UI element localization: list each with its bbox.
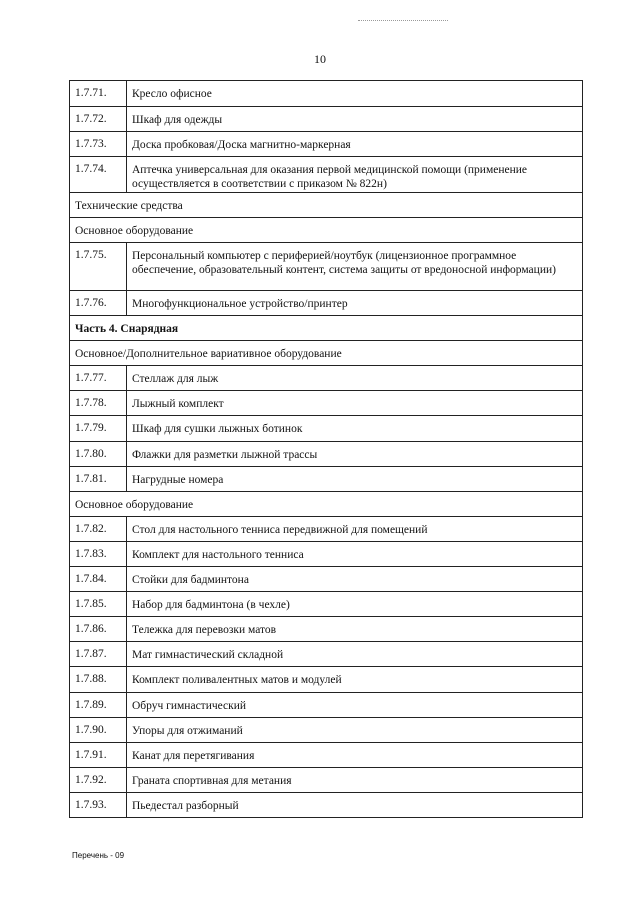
table-row (70, 243, 582, 291)
table-row (70, 718, 582, 743)
section-heading: Основное оборудование (75, 225, 194, 237)
table-row (70, 291, 582, 316)
row-description: Стеллаж для лыж (132, 373, 219, 385)
row-description: Доска пробковая/Доска магнитно-маркерная (132, 139, 351, 151)
page-number: 10 (314, 52, 326, 66)
row-description: Упоры для отжиманий (132, 725, 243, 737)
part-heading: Часть 4. Снарядная (75, 323, 179, 335)
table-row (70, 542, 582, 567)
table-row (70, 743, 582, 768)
row-number: 1.7.88. (70, 667, 127, 692)
row-number: 1.7.80. (70, 442, 127, 466)
row-description: Набор для бадминтона (в чехле) (132, 599, 290, 611)
row-number: 1.7.81. (70, 467, 127, 491)
table-row (70, 617, 582, 642)
row-number: 1.7.84. (70, 567, 127, 591)
section-heading: Основное/Дополнительное вариативное оборудование (75, 348, 342, 360)
row-description: Кресло офисное (132, 88, 212, 100)
row-number: 1.7.71. (70, 81, 127, 106)
equipment-table (69, 80, 583, 818)
row-number: 1.7.86. (70, 617, 127, 641)
section-heading-row (70, 492, 582, 517)
row-description: Стойки для бадминтона (132, 574, 249, 586)
row-description: Граната спортивная для метания (132, 775, 292, 787)
table-row (70, 517, 582, 542)
table-row (70, 442, 582, 467)
row-number: 1.7.75. (70, 243, 127, 290)
row-description: Персональный компьютер с периферией/ноутбук (лицензионное программное обеспечение, образовательный контент, система защиты от вредоносной информации) (132, 250, 556, 276)
part-heading-row (70, 316, 582, 341)
row-number: 1.7.82. (70, 517, 127, 541)
row-description: Шкаф для одежды (132, 114, 223, 126)
row-description: Канат для перетягивания (132, 750, 255, 762)
table-row (70, 667, 582, 693)
row-description: Тележка для перевозки матов (132, 624, 277, 636)
row-number: 1.7.76. (70, 291, 127, 315)
table-row (70, 366, 582, 391)
row-description: Лыжный комплект (132, 398, 224, 410)
table-row (70, 768, 582, 793)
scan-artifact-line (358, 20, 448, 22)
table-row (70, 642, 582, 667)
row-number: 1.7.74. (70, 157, 127, 192)
row-description: Мат гимнастический складной (132, 649, 284, 661)
table-row (70, 793, 582, 818)
table-row (70, 132, 582, 157)
table-row (70, 391, 582, 416)
row-description: Нагрудные номера (132, 474, 224, 486)
row-number: 1.7.93. (70, 793, 127, 817)
row-number: 1.7.79. (70, 416, 127, 441)
table-row (70, 107, 582, 132)
section-heading-row (70, 218, 582, 243)
table-row (70, 592, 582, 617)
section-heading: Основное оборудование (75, 499, 194, 511)
row-number: 1.7.87. (70, 642, 127, 666)
row-number: 1.7.83. (70, 542, 127, 566)
section-heading: Технические средства (75, 200, 183, 212)
row-number: 1.7.91. (70, 743, 127, 767)
table-row (70, 693, 582, 718)
row-number: 1.7.89. (70, 693, 127, 717)
section-heading-row (70, 341, 582, 366)
row-description: Комплект поливалентных матов и модулей (132, 674, 342, 686)
table-row (70, 81, 582, 107)
row-description: Шкаф для сушки лыжных ботинок (132, 423, 303, 435)
row-description: Многофункциональное устройство/принтер (132, 298, 348, 310)
row-number: 1.7.85. (70, 592, 127, 616)
row-description: Стол для настольного тенниса передвижной для помещений (132, 524, 428, 536)
table-row (70, 567, 582, 592)
row-number: 1.7.78. (70, 391, 127, 415)
row-number: 1.7.90. (70, 718, 127, 742)
row-number: 1.7.77. (70, 366, 127, 390)
row-description: Флажки для разметки лыжной трассы (132, 449, 318, 461)
row-description: Обруч гимнастический (132, 700, 247, 712)
row-number: 1.7.73. (70, 132, 127, 156)
row-description: Комплект для настольного тенниса (132, 549, 304, 561)
table-row (70, 157, 582, 193)
table-row (70, 416, 582, 442)
row-number: 1.7.72. (70, 107, 127, 131)
table-row (70, 467, 582, 492)
footer-doc-id: Перечень - 09 (72, 851, 125, 860)
row-description: Аптечка универсальная для оказания первой медицинской помощи (применение осуществляется в соответствии с приказом № 822н) (132, 164, 528, 190)
section-heading-row (70, 193, 582, 218)
row-number: 1.7.92. (70, 768, 127, 792)
row-description: Пьедестал разборный (132, 800, 239, 812)
